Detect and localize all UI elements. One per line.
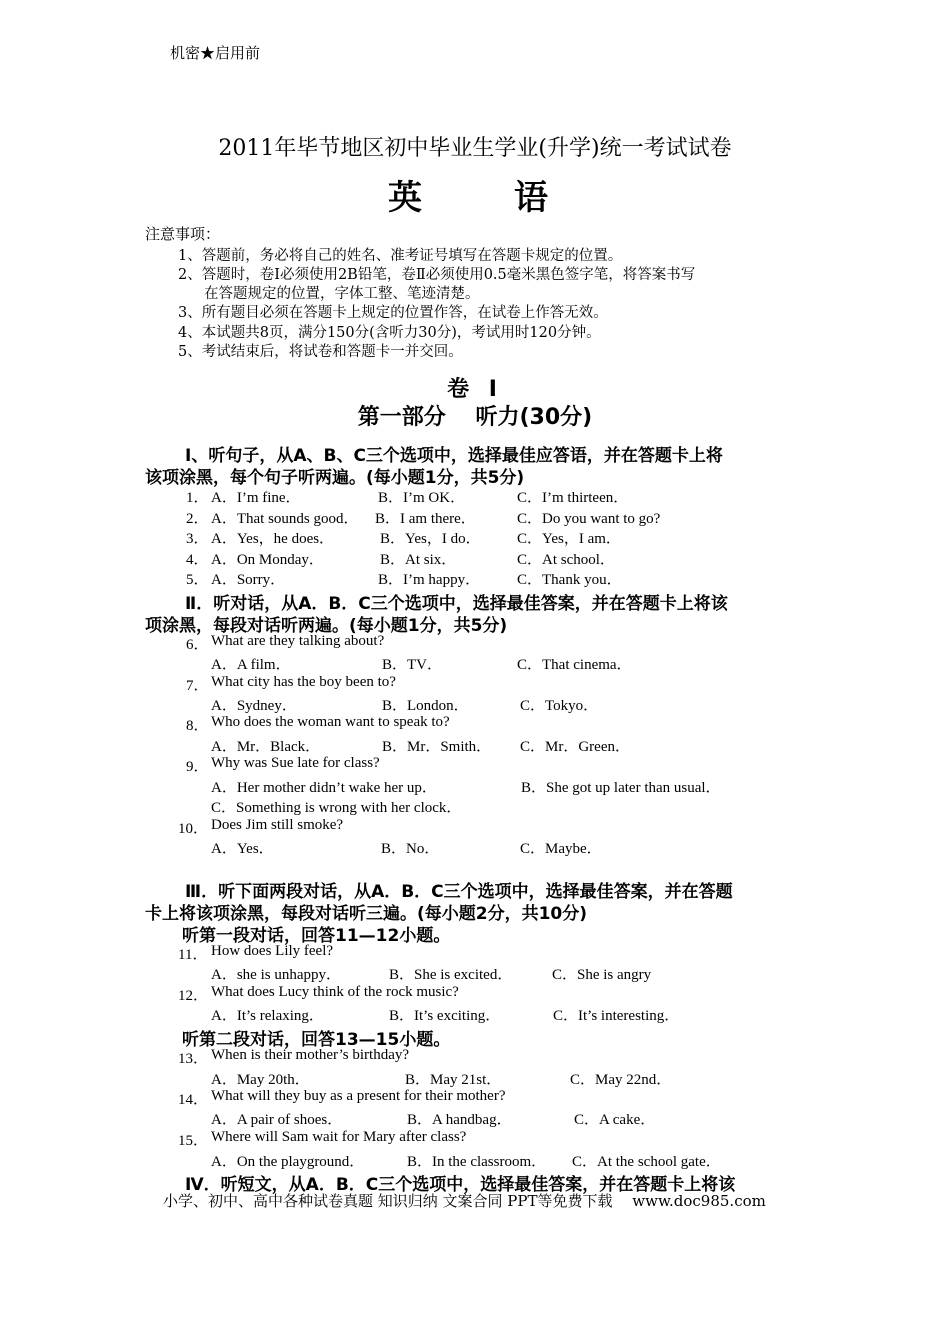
option-c: C．Do you want to go? — [517, 511, 661, 527]
question-number: 5． — [186, 572, 209, 588]
option-b: B．I’m OK． — [378, 490, 466, 506]
option-a: A．Sydney． — [211, 698, 297, 714]
option-c: C．May 22nd． — [570, 1072, 672, 1088]
option-b: B．A handbag． — [407, 1112, 512, 1128]
question-number: 2． — [186, 511, 209, 527]
option-c: C．At the school gate． — [572, 1154, 721, 1170]
option-a: A．Yes，he does． — [211, 531, 335, 547]
question-number: 1． — [186, 490, 209, 506]
dialog1-heading: 听第一段对话，回答11—12小题。 — [182, 926, 451, 946]
option-c: C．It’s interesting． — [553, 1008, 680, 1024]
section1-instruction: Ⅰ、听句子，从A、B、C三个选项中，选择最佳应答语，并在答题卡上将 — [185, 446, 723, 466]
option-c: C．Something is wrong with her clock． — [211, 800, 462, 816]
option-b: B．May 21st． — [405, 1072, 502, 1088]
question-text: What city has the boy been to? — [211, 674, 396, 690]
option-b: B．I am there． — [375, 511, 476, 527]
question-number: 11． — [178, 947, 208, 963]
question-text: Why was Sue late for class? — [211, 755, 380, 771]
section2-instruction: 项涂黑，每段对话听两遍。(每小题1分，共5分) — [145, 616, 508, 636]
question-number: 3． — [186, 531, 209, 547]
option-c: C．Thank you． — [517, 572, 622, 588]
question-number: 15． — [178, 1133, 209, 1149]
option-b: B．At six． — [380, 552, 457, 568]
subject-title: 英语 — [388, 178, 640, 218]
question-number: 4． — [186, 552, 209, 568]
section2-instruction: Ⅱ．听对话，从A．B．C三个选项中，选择最佳答案，并在答题卡上将该 — [185, 594, 728, 614]
section4-instruction: Ⅳ．听短文，从A．B．C三个选项中，选择最佳答案，并在答题卡上将该 — [185, 1175, 736, 1195]
option-b: B．London． — [382, 698, 469, 714]
option-c: C．Tokyo． — [520, 698, 599, 714]
question-number: 12． — [178, 988, 209, 1004]
dialog2-heading: 听第二段对话，回答13—15小题。 — [182, 1030, 451, 1050]
page-footer: 小学、初中、高中各种试卷真题 知识归纳 文案合同 PPT等免费下载 www.doc985.com — [163, 1192, 766, 1210]
option-b: B．TV． — [382, 657, 443, 673]
option-b: B．She is excited． — [389, 967, 513, 983]
option-a: A．Yes． — [211, 841, 274, 857]
section3-instruction: 卡上将该项涂黑，每段对话听三遍。(每小题2分，共10分) — [145, 904, 588, 924]
option-b: B．She got up later than usual． — [521, 780, 721, 796]
question-number: 9． — [186, 759, 209, 775]
option-c: C．She is angry — [552, 967, 652, 983]
notice-item: 4、本试题共8页，满分150分(含听力30分)，考试用时120分钟。 — [178, 325, 601, 341]
option-c: C．Maybe． — [520, 841, 602, 857]
question-text: What are they talking about? — [211, 633, 385, 649]
part-heading: 第一部分 听力(30分) — [357, 405, 593, 430]
option-c: C．A cake． — [574, 1112, 656, 1128]
option-c: C．At school． — [517, 552, 615, 568]
confidential-label: 机密★启用前 — [170, 44, 261, 62]
question-number: 8． — [186, 718, 209, 734]
question-text: Who does the woman want to speak to? — [211, 714, 450, 730]
option-a: A．On Monday． — [211, 552, 324, 568]
option-c: C．That cinema． — [517, 657, 632, 673]
option-a: A．Sorry． — [211, 572, 286, 588]
question-text: Does Jim still smoke? — [211, 817, 344, 833]
notice-item: 在答题规定的位置，字体工整、笔迹清楚。 — [204, 286, 480, 302]
option-a: A．A pair of shoes． — [211, 1112, 343, 1128]
option-a: A．May 20th． — [211, 1072, 310, 1088]
option-b: B．Yes，I do． — [380, 531, 481, 547]
question-text: What does Lucy think of the rock music? — [211, 984, 459, 1000]
question-text: Where will Sam wait for Mary after class? — [211, 1129, 467, 1145]
option-a: A．On the playground． — [211, 1154, 365, 1170]
notice-item: 1、答题前，务必将自己的姓名、准考证号填写在答题卡规定的位置。 — [178, 248, 623, 264]
option-b: B．No． — [381, 841, 440, 857]
option-a: A．Mr．Black． — [211, 739, 321, 755]
option-b: B．It’s exciting． — [389, 1008, 501, 1024]
option-c: C．Mr．Green． — [520, 739, 630, 755]
option-a: A．Her mother didn’t wake her up． — [211, 780, 437, 796]
option-c: C．Yes，I am． — [517, 531, 621, 547]
question-number: 14． — [178, 1092, 209, 1108]
question-number: 7． — [186, 678, 209, 694]
option-a: A．I’m fine． — [211, 490, 301, 506]
notice-item: 5、考试结束后，将试卷和答题卡一并交回。 — [178, 344, 463, 360]
option-b: B．I’m happy． — [378, 572, 481, 588]
section1-instruction: 该项涂黑，每个句子听两遍。(每小题1分，共5分) — [145, 468, 525, 488]
question-text: What will they buy as a present for their mother? — [211, 1088, 506, 1104]
option-a: A．A film． — [211, 657, 291, 673]
volume-heading: 卷 Ⅰ — [447, 377, 503, 402]
option-b: B．Mr．Smith． — [382, 739, 492, 755]
notice-item: 2、答题时，卷Ⅰ必须使用2B铅笔，卷Ⅱ必须使用0.5毫米黑色签字笔，将答案书写 — [178, 267, 696, 283]
notice-item: 3、所有题目必须在答题卡上规定的位置作答，在试卷上作答无效。 — [178, 305, 608, 321]
question-text: How does Lily feel? — [211, 943, 334, 959]
question-number: 6． — [186, 637, 209, 653]
exam-title: 2011年毕节地区初中毕业生学业(升学)统一考试试卷 — [218, 136, 732, 161]
question-number: 13． — [178, 1051, 209, 1067]
option-a: A．It’s relaxing． — [211, 1008, 324, 1024]
question-text: When is their mother’s birthday? — [211, 1047, 410, 1063]
option-c: C．I’m thirteen． — [517, 490, 629, 506]
notice-heading: 注意事项： — [145, 225, 221, 243]
question-number: 10． — [178, 821, 209, 837]
section3-instruction: Ⅲ．听下面两段对话，从A．B．C三个选项中，选择最佳答案，并在答题 — [185, 882, 733, 902]
option-b: B．In the classroom． — [407, 1154, 547, 1170]
option-a: A．That sounds good． — [211, 511, 359, 527]
option-a: A．she is unhappy． — [211, 967, 341, 983]
